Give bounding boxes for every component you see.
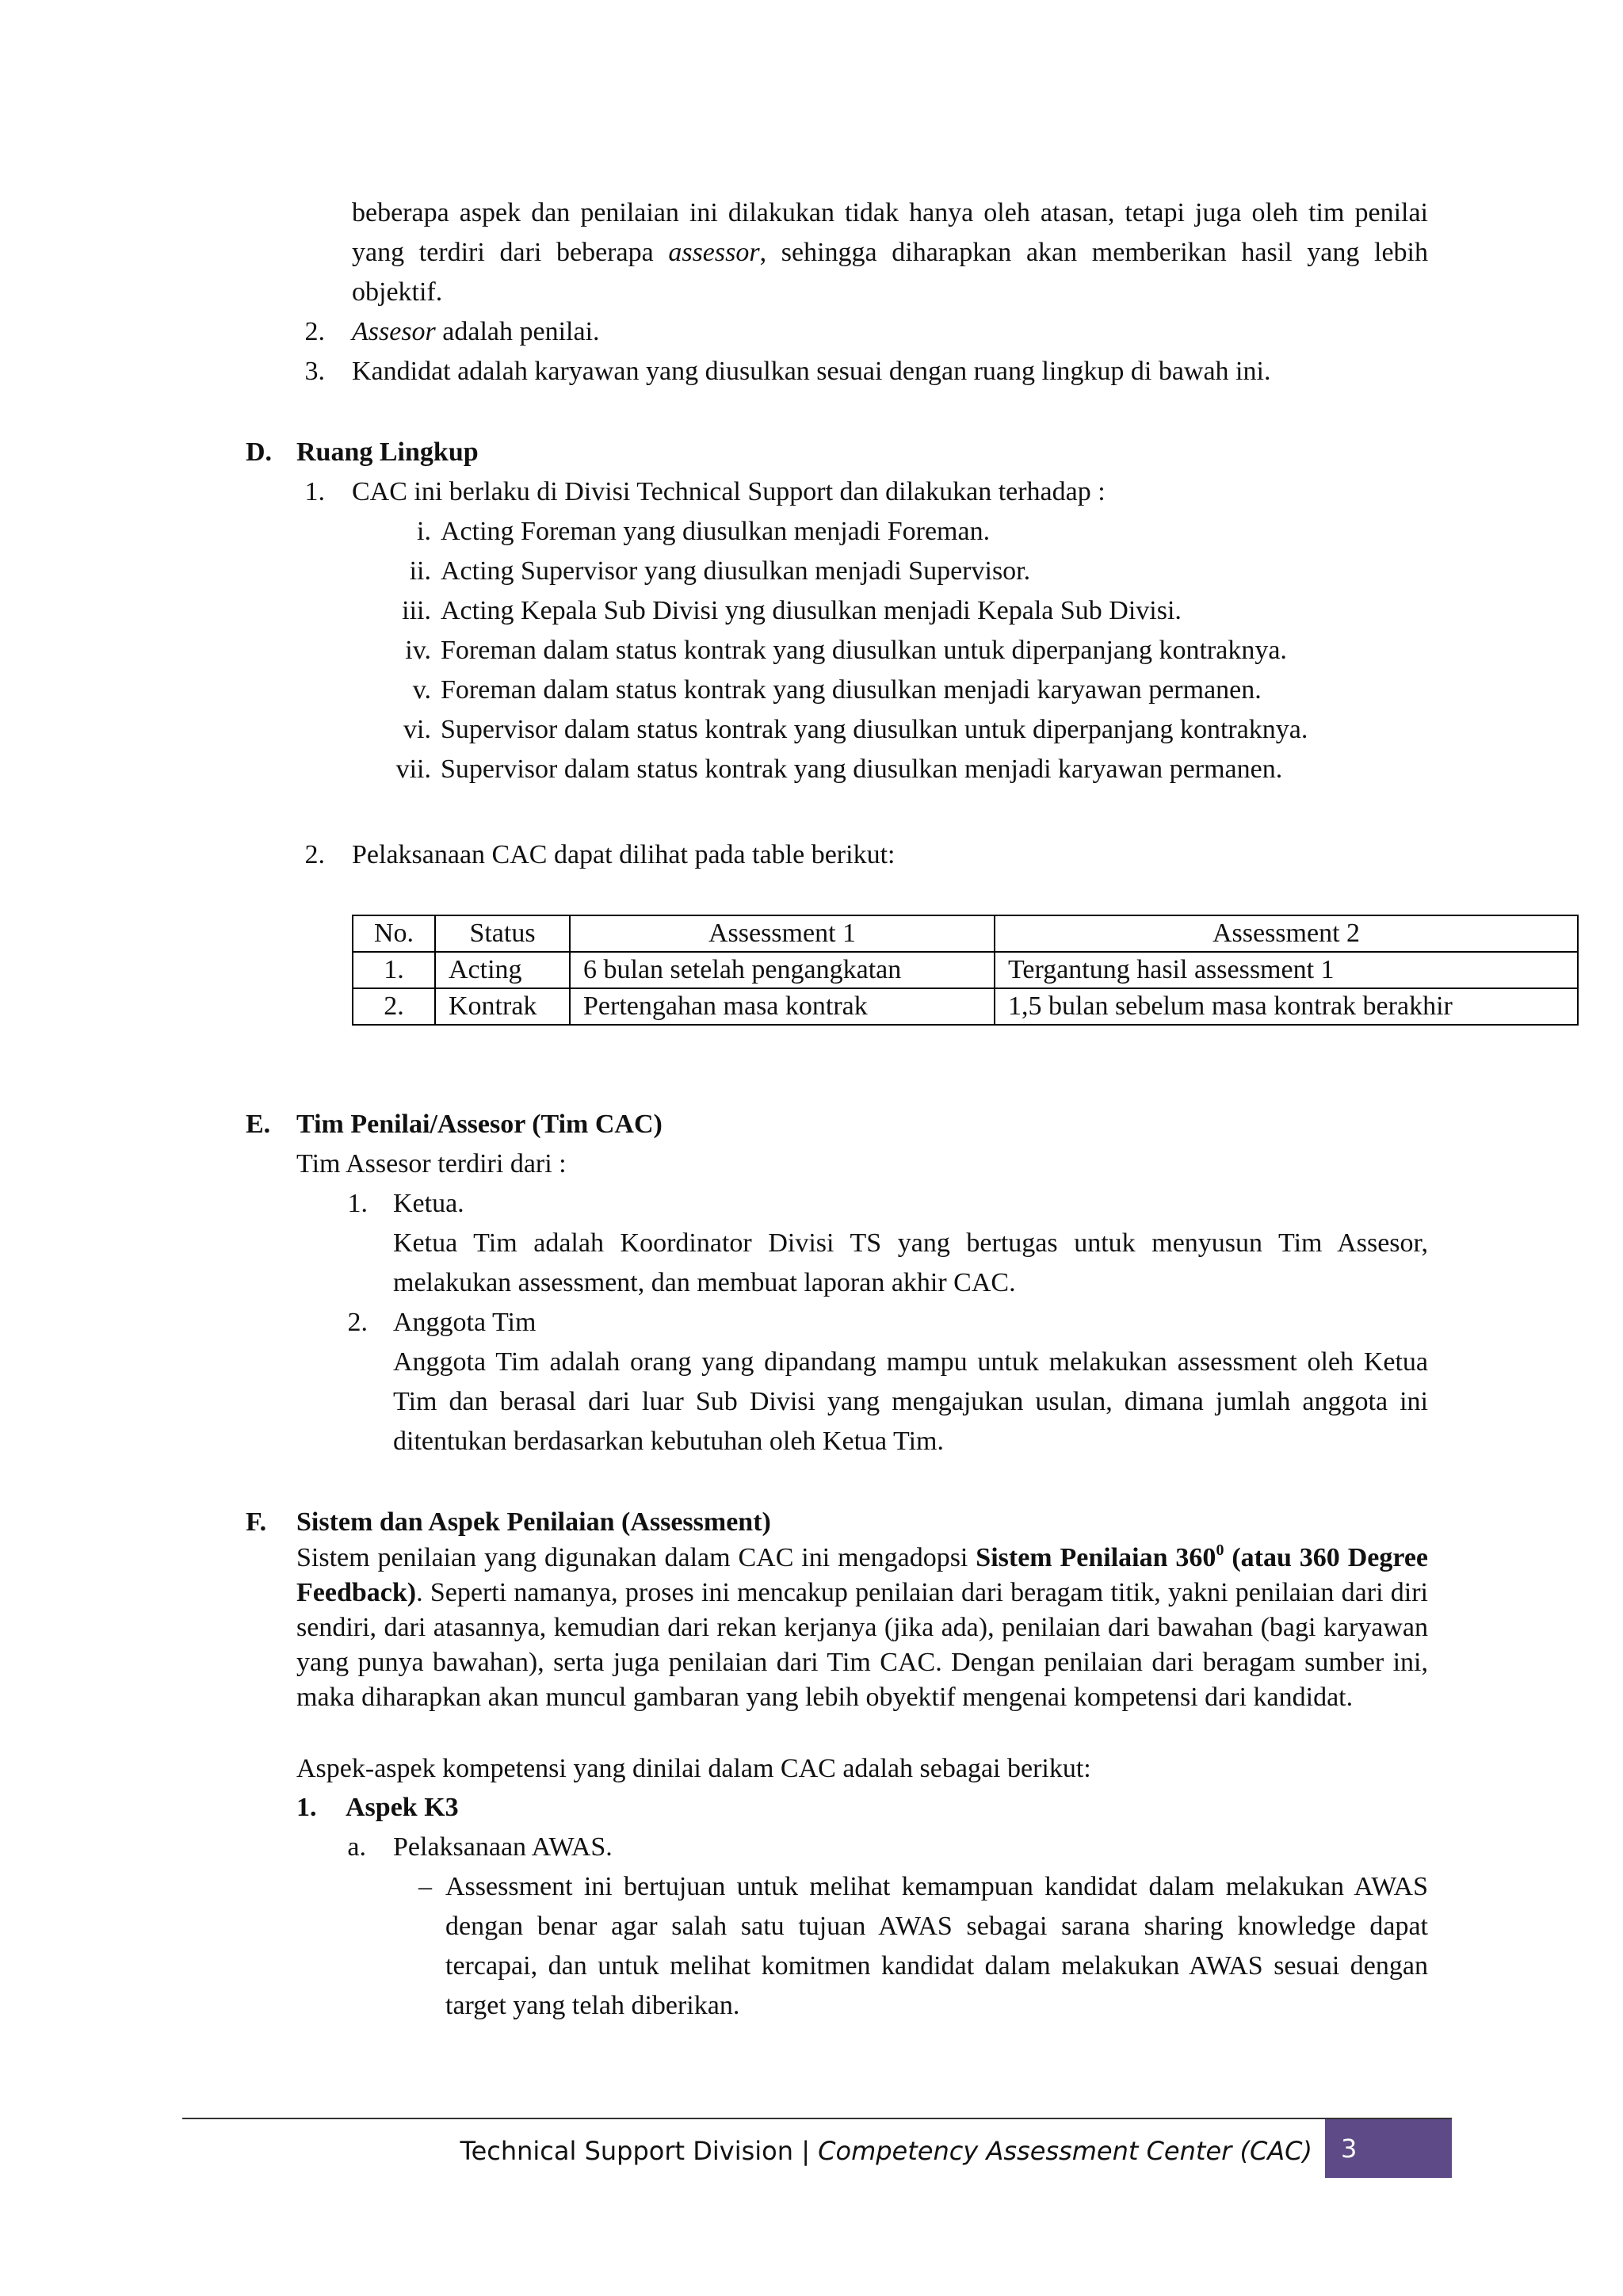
table-cell: Tergantung hasil assessment 1 (995, 952, 1578, 988)
page-number-badge: 3 (1325, 2119, 1452, 2178)
section-e-item-2-desc: Anggota Tim adalah orang yang dipandang mampu untuk melakukan assessment oleh Ketua Tim dan berasal dari luar Sub Divisi yang mengajukan usulan, dimana jumlah anggota ini ditentukan berdasarkan kebutuhan oleh Ketua Tim. (393, 1347, 1428, 1456)
table-cell: 6 bulan setelah pengangkatan (570, 952, 995, 988)
table-row (353, 952, 1578, 988)
intro-paragraph: beberapa aspek dan penilaian ini dilakukan tidak hanya oleh atasan, tetapi juga oleh tim penilai yang terdiri dari beberapa assessor, sehingga diharapkan akan memberikan hasil yang lebih objektif. (352, 198, 1428, 307)
section-d-heading: D. Ruang Lingkup (246, 437, 479, 467)
section-e-lead: Tim Assesor terdiri dari : (296, 1149, 567, 1179)
section-f-paragraph: Sistem penilaian yang digunakan dalam CAC ini mengadopsi Sistem Penilaian $360^0$ (atau 360 Degree Feedback). Seperti namanya, proses ini mencakup penilaian dari beragam titik, yakni penilaian dari diri sendiri, dari atasannya, kemudian dari rekan kerjanya (jika ada), penilaian dari bawahan (bagi karyawan yang punya bawahan), serta juga penilaian dari Tim CAC. Dengan penilaian dari beragam sumber ini, maka diharapkan akan muncul gambaran yang lebih obyektif mengenai kompetensi dari kandidat. (296, 1541, 1428, 1712)
section-e-item-1-desc: Ketua Tim adalah Koordinator Divisi TS yang bertugas untuk menyusun Tim Assesor, melakukan assessment, dan membuat laporan akhir CAC. (393, 1228, 1428, 1297)
table-header-cell: Status (435, 915, 570, 952)
section-e-heading: E. Tim Penilai/Assesor (Tim CAC) (246, 1110, 663, 1139)
table-header-cell: Assessment 2 (995, 915, 1578, 952)
list-number: 2. (304, 317, 325, 346)
cac-schedule-table (352, 915, 1579, 1026)
section-f-heading: F. Sistem dan Aspek Penilaian (Assessment) (246, 1507, 771, 1537)
table-header-cell: No. (353, 915, 435, 952)
dash-bullet: – (418, 1872, 432, 1901)
aspek-k3-sub-a-desc: Assessment ini bertujuan untuk melihat kemampuan kandidat dalam melakukan AWAS dengan benar agar salah satu tujuan AWAS sebagai sarana sharing knowledge dapat tercapai, dan untuk melihat komitmen kandidat dalam melakukan AWAS sesuai dengan target yang telah diberikan. (445, 1872, 1428, 2020)
section-f-aspek-lead: Aspek-aspek kompetensi yang dinilai dalam CAC adalah sebagai berikut: (296, 1754, 1091, 1783)
table-cell: Kontrak (435, 988, 570, 1025)
footer-divider (182, 2118, 1452, 2119)
table-header-cell: Assessment 1 (570, 915, 995, 952)
footer-title: Technical Support Division | Competency Assessment Center (CAC) (460, 2136, 1312, 2166)
table-cell: 1. (353, 952, 435, 988)
table-header-row (353, 915, 1578, 952)
table-row (353, 988, 1578, 1025)
document-page: beberapa aspek dan penilaian ini dilakukan tidak hanya oleh atasan, tetapi juga oleh tim penilai yang terdiri dari beberapa assessor, sehingga diharapkan akan memberikan hasil yang lebih objektif. 2. Assesor adalah penilai. 3. Kandidat adalah karyawan yang diusulkan sesuai dengan ruang lingkup di bawah ini. D. Ruang Lingkup 1. CAC ini berlaku di Divisi Technical Support dan dilakukan terhadap : i. Acting Foreman yang diusulkan menjadi Foreman. ii. Acting Supervisor yang diusulkan menjadi Supervisor. iii. Acting Kepala Sub Divisi yng diusulkan menjadi Kepala Sub Divisi. iv. Foreman dalam status kontrak yang diusulkan untuk diperpanjang kontraknya. v. Foreman dalam status kontrak yang diusulkan menjadi karyawan permanen. vi. Supervisor dalam status kontrak yang diusulkan untuk diperpanjang kontraknya. vii. Supervisor dalam status kontrak yang diusulkan menjadi karyawan permanen. 2. Pelaksanaan CAC dapat dilihat pada table berikut: No. Status Assessment 1 Assessment 2 1. Acting 6 bulan setelah pengangkatan Tergantung hasil assessment 1 2. Kontrak Pertengahan masa kontrak 1,5 bulan sebelum masa kontrak berakhir E. Tim Penilai/Assesor (Tim CAC) Tim Assesor terdiri dari : 1. Ketua. Ketua Tim adalah Koordinator Divisi TS yang bertugas untuk menyusun Tim Assesor, melakukan assessment, dan membuat laporan akhir CAC. 2. Anggota Tim Anggota Tim adalah orang yang dipandang mampu untuk melakukan assessment oleh Ketua Tim dan berasal dari luar Sub Divisi yang mengajukan usulan, dimana jumlah anggota ini ditentukan berdasarkan kebutuhan oleh Ketua Tim. F. Sistem dan Aspek Penilaian (Assessment) Sistem penilaian yang digunakan dalam CAC ini mengadopsi Sistem Penilaian $360^0$ (atau 360 Degree Feedback). Seperti namanya, proses ini mencakup penilaian dari beragam titik, yakni penilaian dari diri sendiri, dari atasannya, kemudian dari rekan kerjanya (jika ada), penilaian dari bawahan (bagi karyawan yang punya bawahan), serta juga penilaian dari Tim CAC. Dengan penilaian dari beragam sumber ini, maka diharapkan akan muncul gambaran yang lebih obyektif mengenai kompetensi dari kandidat. Aspek-aspek kompetensi yang dinilai dalam CAC adalah sebagai berikut: 1. Aspek K3 a. Pelaksanaan AWAS. – Assessment ini bertujuan untuk melihat kemampuan kandidat dalam melakukan AWAS dengan benar agar salah satu tujuan AWAS sebagai sarana sharing knowledge dapat tercapai, dan untuk melihat komitmen kandidat dalam melakukan AWAS sesuai dengan target yang telah diberikan. Technical Support Division | Competency Assessment Center (CAC) 3 (0, 0, 1623, 2296)
table-cell: 1,5 bulan sebelum masa kontrak berakhir (995, 988, 1578, 1025)
aspek-k3-heading: 1. Aspek K3 (296, 1793, 459, 1822)
table-cell: Pertengahan masa kontrak (570, 988, 995, 1025)
table-cell: 2. (353, 988, 435, 1025)
table-cell: Acting (435, 952, 570, 988)
list-number: 3. (304, 357, 325, 386)
